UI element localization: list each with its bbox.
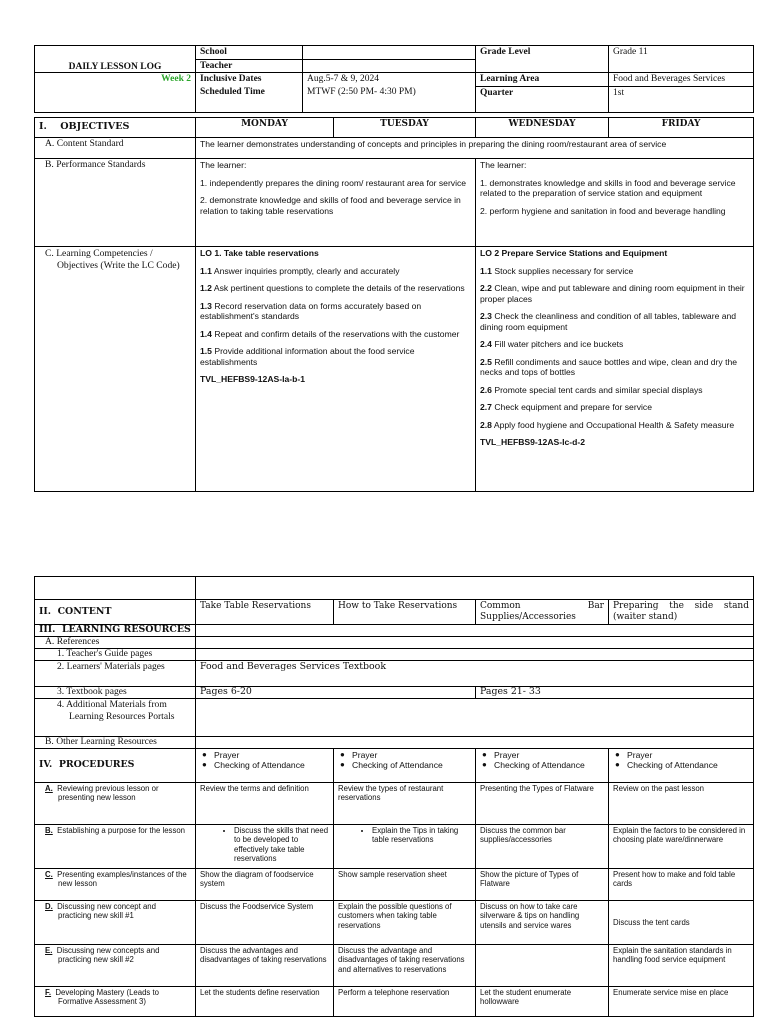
school-label: School [196, 46, 303, 60]
teachers-guide-label: 1. Teacher's Guide pages [35, 649, 196, 661]
textbook-pages-label: 3. Textbook pages [35, 687, 196, 699]
textbook-pages-left: Pages 6-20 [196, 687, 476, 699]
perf-left-item: 2. demonstrate knowledge and skills of food and beverage service in relation to taking table reservations [200, 195, 461, 216]
lc-item: 1.1 Stock supplies necessary for service [480, 265, 634, 276]
time-value: MTWF (2:50 PM- 4:30 PM) [303, 86, 476, 112]
perf-left-intro: The learner: [200, 160, 247, 170]
procedure-cell: Show the picture of Types of Flatware [476, 869, 609, 901]
procedure-cell: Review on the past lesson [609, 783, 754, 825]
perf-right-intro: The learner: [480, 160, 527, 170]
procedure-label: A. Reviewing previous lesson or presenting new lesson [35, 783, 196, 825]
lc-right-title: LO 2 Prepare Service Stations and Equipment [480, 248, 668, 258]
procedure-cell: Show sample reservation sheet [334, 869, 476, 901]
blank-cell [196, 637, 754, 649]
performance-standards-right [476, 159, 754, 247]
dates-label: Inclusive Dates [196, 73, 303, 87]
lc-item: 1.3 Record reservation data on forms accurately based on establishment's standards [200, 300, 422, 321]
blank-cell [196, 699, 754, 737]
school-value [303, 46, 476, 60]
dates-value: Aug.5-7 & 9, 2024 [303, 73, 476, 87]
day-wednesday: WEDNESDAY [476, 118, 609, 138]
perf-right-item: 2. perform hygiene and sanitation in food and beverage handling [480, 205, 726, 216]
day-tuesday: TUESDAY [334, 118, 476, 138]
blank-cell [196, 577, 754, 600]
opening-friday: ● Prayer ● Checking of Attendance [609, 749, 754, 783]
procedure-label: F. Developing Mastery (Leads to Formative Assessment 3) [35, 987, 196, 1017]
lc-right-code: TVL_HEFBS9-12AS-Ic-d-2 [480, 437, 586, 447]
procedure-cell: Discuss the advantages and disadvantages of taking reservations [196, 945, 334, 987]
lc-item: 2.4 Fill water pitchers and ice buckets [480, 339, 624, 349]
procedure-label: B. Establishing a purpose for the lesson [35, 825, 196, 869]
lc-item: 2.6 Promote special tent cards and similar special displays [480, 384, 703, 395]
quarter-value: 1st [609, 86, 754, 112]
other-resources-label: B. Other Learning Resources [35, 737, 196, 749]
procedure-cell: Present how to make and fold table cards [609, 869, 754, 901]
day-monday: MONDAY [196, 118, 334, 138]
objectives-table [34, 117, 754, 492]
lc-left [196, 247, 476, 492]
procedure-cell: • Explain the Tips in taking table reservations [334, 825, 476, 869]
procedures-heading: IV. PROCEDURES [35, 749, 196, 783]
procedure-cell: Discuss the common bar supplies/accessories [476, 825, 609, 869]
lc-item: 2.7 Check equipment and prepare for service [480, 402, 652, 412]
header-table [34, 45, 754, 113]
area-label: Learning Area [476, 73, 609, 87]
procedures-table [34, 576, 754, 1017]
lc-item: 2.8 Apply food hygiene and Occupational Health & Safety measure [480, 419, 735, 430]
procedure-cell: Enumerate service mise en place [609, 987, 754, 1017]
opening-tuesday: ● Prayer ● Checking of Attendance [334, 749, 476, 783]
lc-label-text: C. Learning Competencies / Objectives (Write the LC Code) [45, 248, 180, 271]
teacher-value [303, 59, 476, 73]
procedure-cell: Explain the sanitation standards in handling food service equipment [609, 945, 754, 987]
blank-cell [35, 577, 196, 600]
textbook-pages-right: Pages 21- 33 [476, 687, 754, 699]
procedure-cell: Let the students define reservation [196, 987, 334, 1017]
lc-left-code: TVL_HEFBS9-12AS-Ia-b-1 [200, 374, 306, 384]
content-standard-text: The learner demonstrates understanding of concepts and principles in preparing the dining room/restaurant area of service [196, 138, 754, 159]
additional-materials-label: 4. Additional Materials from Learning Resources Portals [35, 699, 196, 737]
perf-right-item: 1. demonstrates knowledge and skills in food and beverage service related to the preparation of service station and equipment [480, 177, 736, 198]
objectives-heading [35, 118, 196, 138]
time-label: Scheduled Time [196, 86, 303, 112]
content-heading: II. CONTENT [35, 600, 196, 625]
procedure-cell: Perform a telephone reservation [334, 987, 476, 1017]
teacher-label: Teacher [196, 59, 303, 73]
day-friday: FRIDAY [609, 118, 754, 138]
lc-item: 2.2 Clean, wipe and put tableware and dining room equipment in their proper places [480, 283, 745, 304]
procedure-cell: Discuss on how to take care silverware & tips on handling utensils and service wares [476, 901, 609, 945]
blank-cell [196, 649, 754, 661]
log-title: DAILY LESSON LOG [35, 46, 196, 73]
opening-monday: ● Prayer ● Checking of Attendance [196, 749, 334, 783]
performance-standards-label: B. Performance Standards [35, 159, 196, 247]
procedure-label: C. Presenting examples/instances of the new lesson [35, 869, 196, 901]
procedure-cell: Show the diagram of foodservice system [196, 869, 334, 901]
performance-standards-left [196, 159, 476, 247]
perf-left-item: 1. independently prepares the dining room/ restaurant area for service [200, 177, 467, 188]
procedure-cell: • Discuss the skills that need to be developed to effectively take table reservations [196, 825, 334, 869]
lc-item: 2.3 Check the cleanliness and condition of all tables, tableware and dining room equipment [480, 311, 737, 332]
content-tuesday: How to Take Reservations [334, 600, 476, 625]
procedure-label: E. Discussing new concepts and practicing new skill #2 [35, 945, 196, 987]
lc-right [476, 247, 754, 492]
lc-item: 1.2 Ask pertinent questions to complete the details of the reservations [200, 283, 465, 293]
section-number: I. [39, 121, 47, 133]
lc-item: 1.4 Repeat and confirm details of the reservations with the customer [200, 328, 460, 339]
procedure-cell: Discuss the Foodservice System [196, 901, 334, 945]
learning-competencies-label [35, 247, 196, 492]
procedure-cell: Explain the factors to be considered in choosing plate ware/dinnerware [609, 825, 754, 869]
opening-wednesday: ● Prayer ● Checking of Attendance [476, 749, 609, 783]
procedure-cell: Discuss the advantage and disadvantages of taking reservations and alternatives to reservations [334, 945, 476, 987]
references-label: A. References [35, 637, 196, 649]
procedure-label: D. Discussing new concept and practicing new skill #1 [35, 901, 196, 945]
lc-left-title: LO 1. Take table reservations [200, 248, 319, 258]
procedure-cell [476, 945, 609, 987]
lc-item: 1.1 Answer inquiries promptly, clearly and accurately [200, 265, 400, 276]
learners-materials-label: 2. Learners' Materials pages [35, 661, 196, 687]
blank-cell [196, 737, 754, 749]
content-monday: Take Table Reservations [196, 600, 334, 625]
lc-item: 2.5 Refill condiments and sauce bottles and wipe, clean and dry the necks and tops of bottles [480, 356, 738, 377]
procedure-cell: Let the student enumerate hollowware [476, 987, 609, 1017]
content-friday: Preparing the side stand (waiter stand) [609, 600, 754, 625]
grade-label: Grade Level [476, 46, 609, 73]
blank-cell [196, 625, 754, 637]
procedure-cell: Explain the possible questions of customers when taking table reservations [334, 901, 476, 945]
learners-materials-value: Food and Beverages Services Textbook [196, 661, 754, 687]
content-wednesday: Common Bar Supplies/Accessories [476, 600, 609, 625]
procedure-cell: Discuss the tent cards [609, 901, 754, 945]
content-standard-label: A. Content Standard [35, 138, 196, 159]
section-title: OBJECTIVES [60, 121, 130, 133]
quarter-label: Quarter [476, 86, 609, 112]
procedure-cell: Presenting the Types of Flatware [476, 783, 609, 825]
week-label: Week 2 [35, 73, 196, 113]
area-value: Food and Beverages Services [609, 73, 754, 87]
grade-value: Grade 11 [609, 46, 754, 73]
procedure-cell: Review the types of restaurant reservations [334, 783, 476, 825]
resources-heading: III. LEARNING RESOURCES [35, 625, 196, 637]
lc-item: 1.5 Provide additional information about the food service establishments [200, 346, 415, 367]
procedure-cell: Review the terms and definition [196, 783, 334, 825]
